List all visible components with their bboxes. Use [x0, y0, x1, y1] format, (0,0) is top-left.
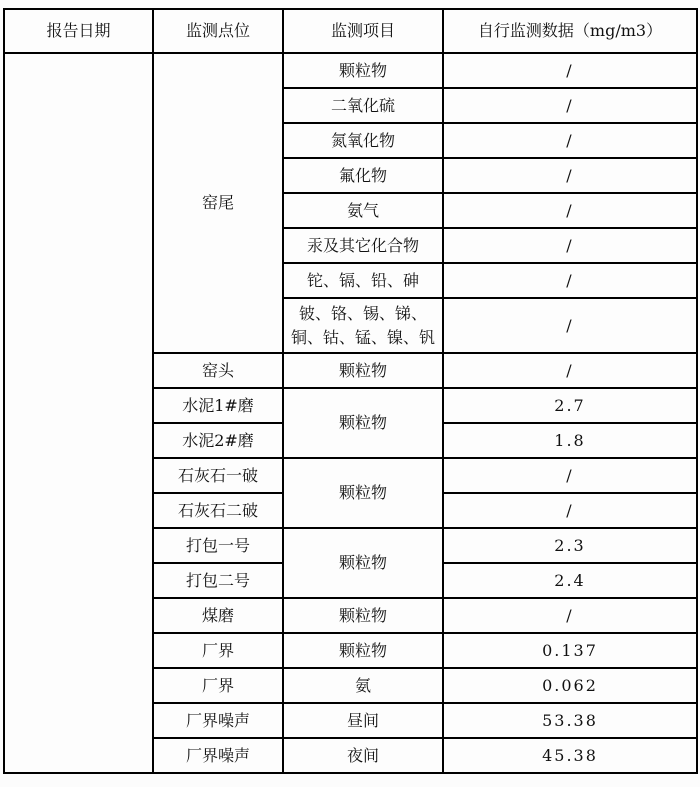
- item-cell: 昼间: [283, 703, 443, 738]
- value-cell: /: [443, 493, 697, 528]
- point-cell: 煤磨: [153, 598, 283, 633]
- point-cell: 水泥1#磨: [153, 388, 283, 423]
- value-cell: 45.38: [443, 738, 697, 773]
- value-cell: /: [443, 193, 697, 228]
- item-cell: 铊、镉、铅、砷: [283, 263, 443, 298]
- point-cell: 厂界: [153, 633, 283, 668]
- item-cell: 氮氧化物: [283, 123, 443, 158]
- item-cell: 二氧化硫: [283, 88, 443, 123]
- table-row: [4, 53, 697, 88]
- item-cell: 氨: [283, 668, 443, 703]
- value-cell: /: [443, 458, 697, 493]
- item-cell: 颗粒物: [283, 458, 443, 528]
- value-cell: /: [443, 123, 697, 158]
- value-cell: /: [443, 53, 697, 88]
- item-cell: 夜间: [283, 738, 443, 773]
- point-cell: 厂界噪声: [153, 738, 283, 773]
- value-cell: 2.7: [443, 388, 697, 423]
- item-cell: 颗粒物: [283, 53, 443, 88]
- item-cell: 颗粒物: [283, 388, 443, 458]
- item-cell: 汞及其它化合物: [283, 228, 443, 263]
- item-cell: 氨气: [283, 193, 443, 228]
- point-cell: 打包一号: [153, 528, 283, 563]
- value-cell: /: [443, 158, 697, 193]
- value-cell: 0.062: [443, 668, 697, 703]
- value-cell: /: [443, 228, 697, 263]
- value-cell: 0.137: [443, 633, 697, 668]
- point-cell: 窑尾: [153, 53, 283, 353]
- header-monitoring-point: 监测点位: [153, 9, 283, 53]
- point-cell: 石灰石一破: [153, 458, 283, 493]
- item-cell: 铍、铬、锡、锑、铜、钴、锰、镍、钒: [283, 298, 443, 353]
- monitoring-data-table: [3, 8, 698, 774]
- value-cell: /: [443, 298, 697, 353]
- header-report-date: 报告日期: [4, 9, 153, 53]
- value-cell: /: [443, 353, 697, 388]
- item-cell: 颗粒物: [283, 598, 443, 633]
- point-cell: 打包二号: [153, 563, 283, 598]
- point-cell: 石灰石二破: [153, 493, 283, 528]
- value-cell: /: [443, 598, 697, 633]
- header-row: [4, 9, 697, 53]
- point-cell: 厂界噪声: [153, 703, 283, 738]
- point-cell: 厂界: [153, 668, 283, 703]
- header-self-monitoring-data: 自行监测数据（mg/m3）: [443, 9, 697, 53]
- report-date-cell: [4, 53, 153, 773]
- item-cell: 颗粒物: [283, 353, 443, 388]
- header-monitoring-item: 监测项目: [283, 9, 443, 53]
- point-cell: 水泥2#磨: [153, 423, 283, 458]
- value-cell: 2.3: [443, 528, 697, 563]
- value-cell: /: [443, 263, 697, 298]
- value-cell: 2.4: [443, 563, 697, 598]
- point-cell: 窑头: [153, 353, 283, 388]
- value-cell: 1.8: [443, 423, 697, 458]
- item-cell: 颗粒物: [283, 528, 443, 598]
- item-cell: 颗粒物: [283, 633, 443, 668]
- value-cell: 53.38: [443, 703, 697, 738]
- value-cell: /: [443, 88, 697, 123]
- item-cell: 氟化物: [283, 158, 443, 193]
